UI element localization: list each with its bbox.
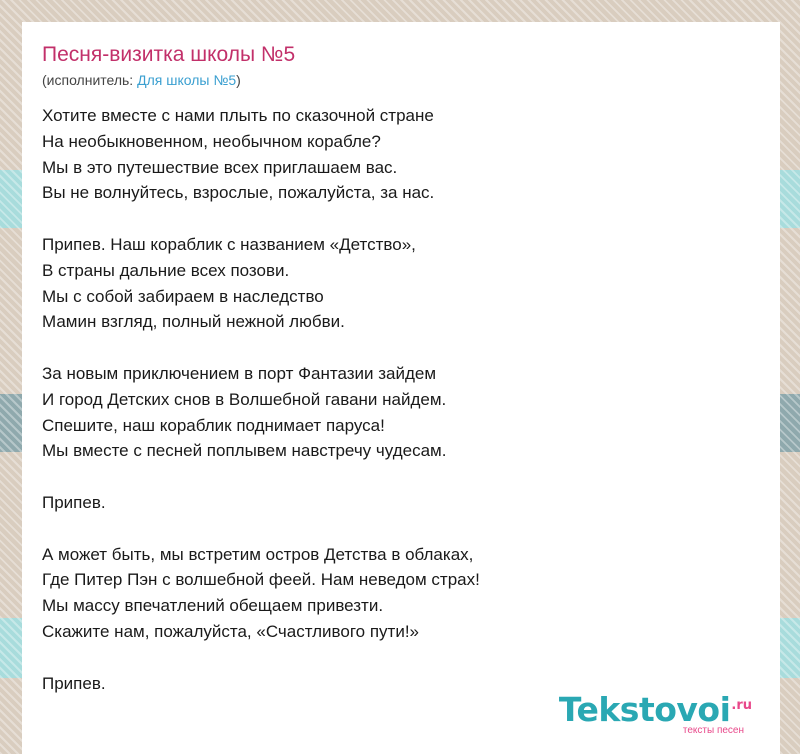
lyric-line: Мы вместе с песней поплывем навстречу чудесам. [42,441,447,461]
lyric-line: В страны дальние всех позови. [42,260,290,280]
lyric-line: Мы с собой забираем в наследство [42,286,324,306]
lyric-line: Спешите, наш кораблик поднимает паруса! [42,415,385,435]
performer-line [42,71,760,89]
stanza-gap [42,645,760,671]
stanza-gap [42,335,760,361]
lyric-line: Где Питер Пэн с волшебной феей. Нам неведом страх! [42,570,480,590]
lyric-line: Хотите вместе с нами плыть по сказочной стране [42,106,434,125]
refrain-line: Припев. [42,673,106,693]
song-title: Песня-визитка школы №5 [42,43,296,66]
performer-prefix: (исполнитель: [42,72,138,88]
lyric-line: Вы не волнуйтесь, взрослые, пожалуйста, за нас. [42,183,435,203]
refrain-line: Припев. [42,492,106,512]
stanza-gap [42,206,760,232]
logo-domain-suffix: .ru [731,698,752,713]
lyric-line: Мы в это путешествие всех приглашаем вас. [42,157,398,177]
lyric-line: Припев. Наш кораблик с названием «Детство», [42,234,416,254]
lyrics-card [22,22,780,754]
lyric-line: Мы массу впечатлений обещаем привезти. [42,596,384,616]
stanza-gap [42,516,760,542]
lyric-line: За новым приключением в порт Фантазии зайдем [42,363,437,383]
lyric-line: Мамин взгляд, полный нежной любви. [42,312,345,332]
lyric-line: А может быть, мы встретим остров Детства в облаках, [42,544,474,564]
site-logo[interactable] [559,689,752,736]
performer-suffix: ) [236,72,241,88]
stanza-gap [42,464,760,490]
lyric-line: На необыкновенном, необычном корабле? [42,131,381,151]
lyric-line: И город Детских снов в Волшебной гавани найдем. [42,389,447,409]
lyrics-text [42,103,760,696]
logo-wordmark [559,689,752,727]
lyric-line: Скажите нам, пожалуйста, «Счастливого пути!» [42,621,420,641]
performer-link[interactable]: Для школы №5 [137,72,237,88]
logo-main-text: Tekstovoi [558,690,731,729]
logo-tagline: тексты песен [682,725,744,736]
